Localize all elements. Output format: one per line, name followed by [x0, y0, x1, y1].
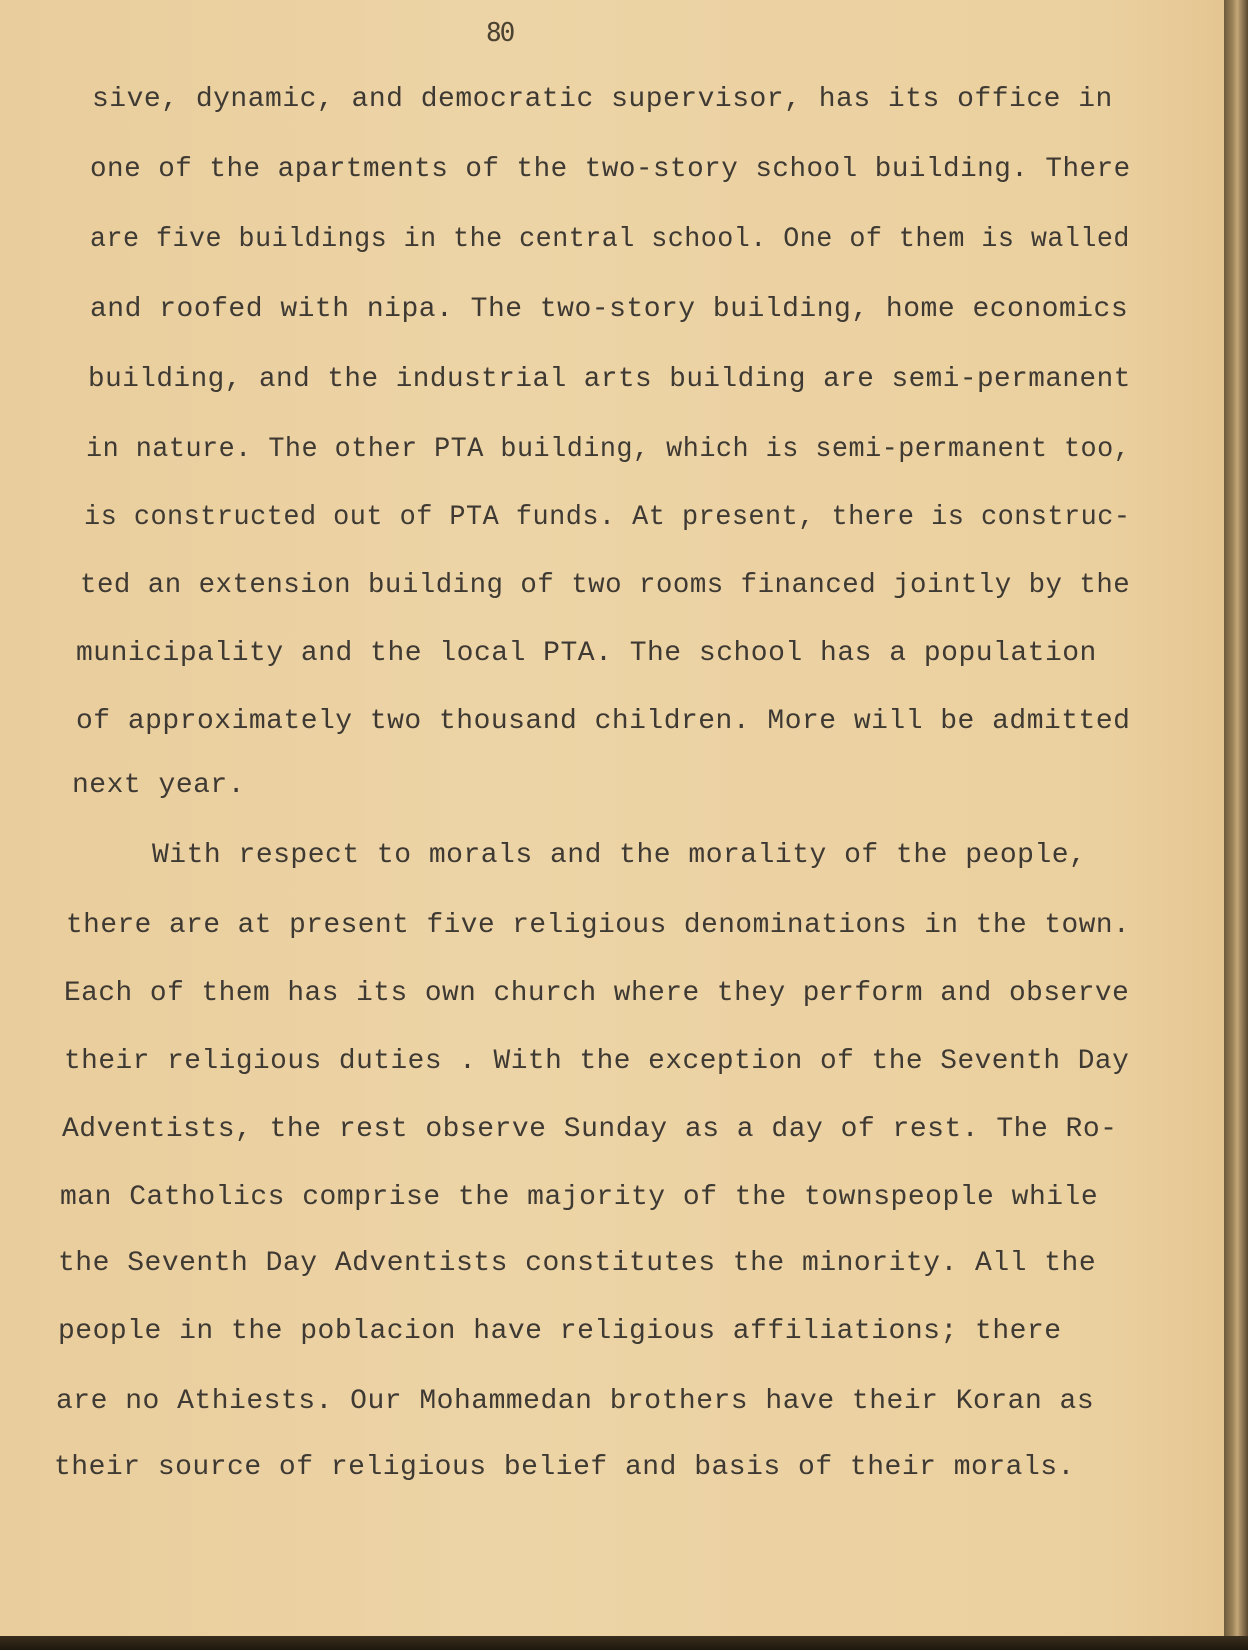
text-line: With respect to morals and the morality of the people,: [152, 840, 1087, 871]
text-line: municipality and the local PTA. The school has a population: [76, 638, 1097, 669]
text-line: their source of religious belief and basis of their morals.: [54, 1452, 1075, 1483]
text-line: and roofed with nipa. The two-story building, home economics: [90, 294, 1129, 325]
text-line: of approximately two thousand children. More will be admitted: [76, 706, 1131, 737]
text-line: there are at present five religious denominations in the town.: [66, 910, 1131, 941]
text-line: are five buildings in the central school. One of them is walled: [90, 224, 1130, 255]
text-line: are no Athiests. Our Mohammedan brothers have their Koran as: [56, 1386, 1095, 1417]
text-line: sive, dynamic, and democratic supervisor, has its office in: [92, 84, 1113, 115]
page-number: 80: [486, 18, 514, 48]
text-line: the Seventh Day Adventists constitutes the minority. All the: [58, 1248, 1097, 1279]
text-line: their religious duties . With the exception of the Seventh Day: [64, 1046, 1130, 1077]
text-line: man Catholics comprise the majority of the townspeople while: [60, 1182, 1099, 1213]
text-line: people in the poblacion have religious affiliations; there: [58, 1316, 1062, 1347]
text-line: in nature. The other PTA building, which is semi-permanent too,: [86, 434, 1131, 465]
text-line: building, and the industrial arts building are semi-permanent: [88, 364, 1131, 395]
text-line: Adventists, the rest observe Sunday as a day of rest. The Ro-: [62, 1114, 1118, 1145]
text-line: one of the apartments of the two-story school building. There: [90, 154, 1131, 185]
text-line: Each of them has its own church where they perform and observe: [64, 978, 1130, 1009]
text-line: ted an extension building of two rooms financed jointly by the: [80, 570, 1131, 601]
book-binding: [1224, 0, 1248, 1650]
text-line: next year.: [72, 770, 246, 801]
text-line: is constructed out of PTA funds. At present, there is construc-: [84, 502, 1131, 533]
bottom-edge: [0, 1636, 1248, 1650]
